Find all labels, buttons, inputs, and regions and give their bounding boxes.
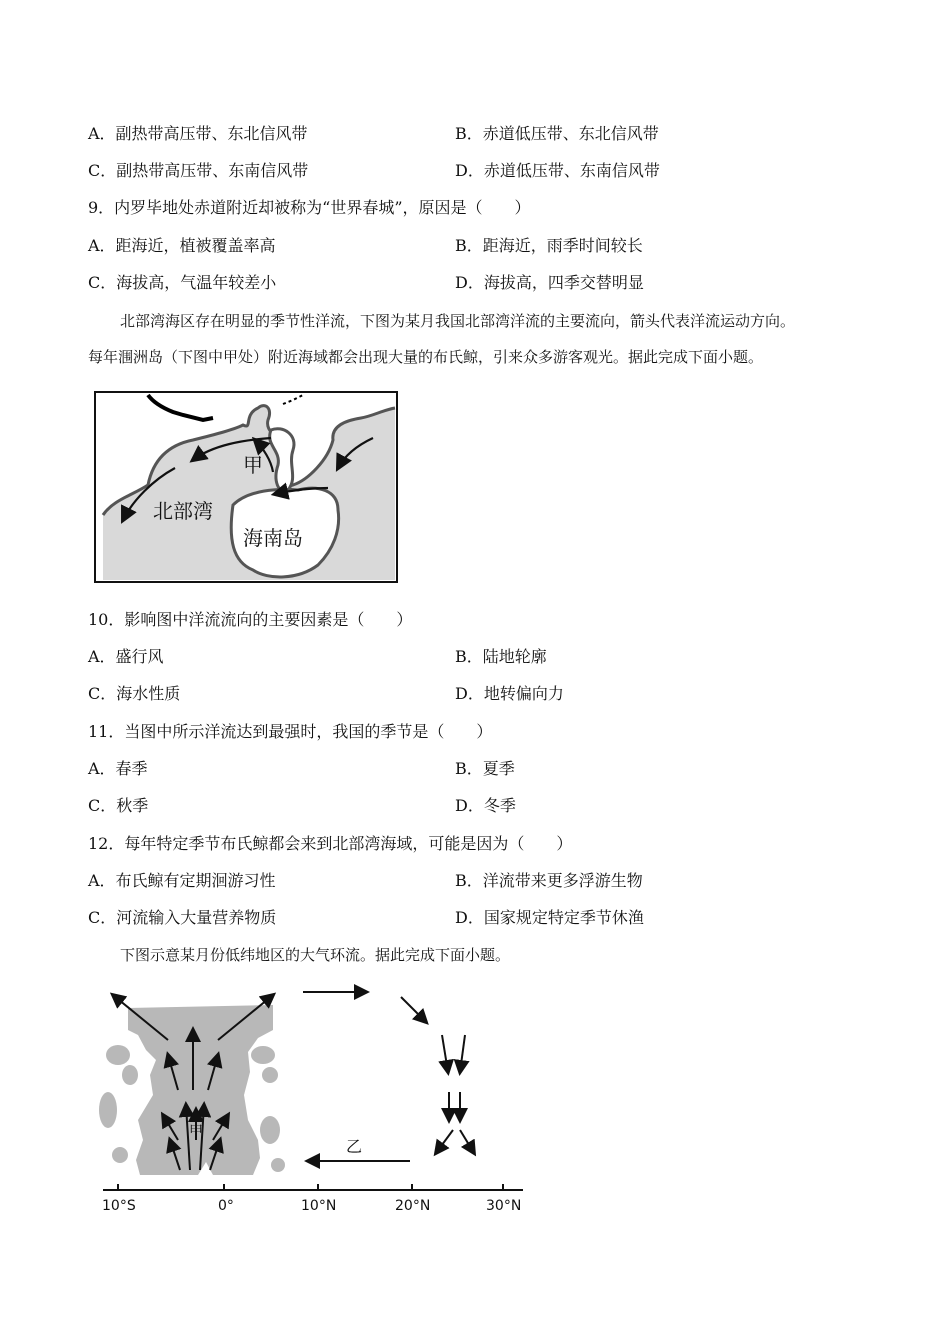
q10-stem: 10．影响图中洋流流向的主要因素是（ ） (88, 610, 413, 629)
q8-option-d: D．赤道低压带、东南信风带 (455, 161, 660, 180)
diagram-label-jia: 甲 (189, 1124, 203, 1140)
map-label-gulf: 北部湾 (153, 499, 213, 523)
beibu-gulf-map (93, 390, 399, 584)
map-label-island: 海南岛 (243, 526, 303, 550)
q10-option-a: A．盛行风 (88, 647, 164, 666)
q12-option-b: B．洋流带来更多浮游生物 (455, 871, 643, 890)
diagram-label-yi: 乙 (346, 1137, 363, 1156)
q11-option-c: C．秋季 (88, 796, 149, 815)
q8-option-b: B．赤道低压带、东北信风带 (455, 124, 659, 143)
q11-stem: 11．当图中所示洋流达到最强时，我国的季节是（ ） (88, 722, 493, 741)
passage1-line2: 每年涠洲岛（下图中甲处）附近海域都会出现大量的布氏鲸，引来众多游客观光。据此完成下面小题。 (88, 348, 764, 366)
tick-20n: 20°N (395, 1198, 431, 1214)
q12-option-d: D．国家规定特定季节休渔 (455, 908, 644, 927)
q12-option-a: A．布氏鲸有定期洄游习性 (88, 871, 276, 890)
q9-stem: 9．内罗毕地处赤道附近却被称为“世界春城”，原因是（ ） (88, 198, 531, 217)
q11-option-b: B．夏季 (455, 759, 515, 778)
q9-option-c: C．海拔高，气温年较差小 (88, 273, 277, 292)
q9-option-d: D．海拔高，四季交替明显 (455, 273, 644, 292)
q8-option-a: A．副热带高压带、东北信风带 (88, 124, 308, 143)
q12-stem: 12．每年特定季节布氏鲸都会来到北部湾海域，可能是因为（ ） (88, 834, 573, 853)
q8-option-c: C．副热带高压带、东南信风带 (88, 161, 309, 180)
q10-option-b: B．陆地轮廓 (455, 647, 547, 666)
q10-option-c: C．海水性质 (88, 684, 181, 703)
tick-0: 0° (218, 1198, 234, 1214)
tick-10n: 10°N (301, 1198, 337, 1214)
tick-10s: 10°S (102, 1198, 136, 1214)
q12-option-c: C．河流输入大量营养物质 (88, 908, 277, 927)
passage2: 下图示意某月份低纬地区的大气环流。据此完成下面小题。 (120, 946, 511, 964)
passage1-line1: 北部湾海区存在明显的季节性洋流，下图为某月我国北部湾洋流的主要流向，箭头代表洋流运动方向。 (120, 312, 796, 330)
q11-option-a: A．春季 (88, 759, 148, 778)
tick-30n: 30°N (486, 1198, 522, 1214)
map-label-jia: 甲 (243, 453, 263, 477)
q9-option-b: B．距海近，雨季时间较长 (455, 236, 643, 255)
q9-option-a: A．距海近，植被覆盖率高 (88, 236, 276, 255)
q10-option-d: D．地转偏向力 (455, 684, 564, 703)
q11-option-d: D．冬季 (455, 796, 516, 815)
circulation-diagram (98, 980, 528, 1220)
